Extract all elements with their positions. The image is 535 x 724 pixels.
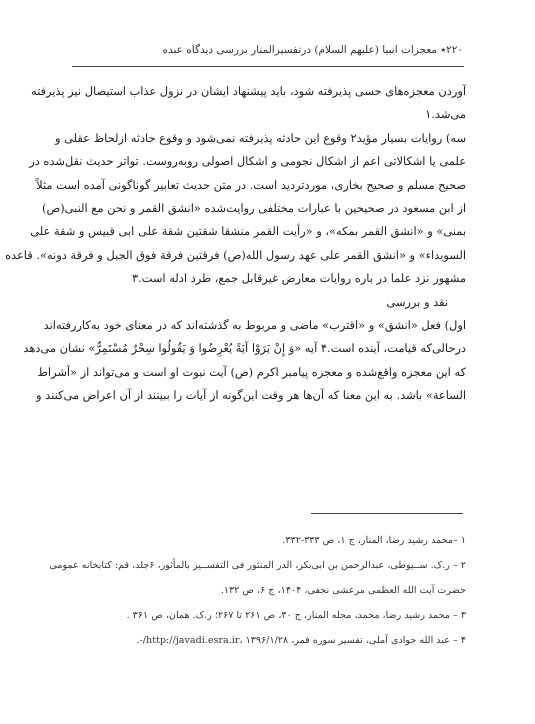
footnote: ۳ – محمد رشید رضا، محمد، مجله المنار، ج ۳۰، ص ۲۶۱ تا ۲۶۷؛ ر.ک. همان، ص ۳۶۱ . (126, 610, 466, 621)
footnote: ۲ – ر.ک. ســیوطی، عبدالرحمن بن ابی‌بکر، الدر المنثور فی التفســیر بالمأثور، ۶جلد، قم: کتابخانه عمومی (49, 560, 466, 571)
footnote: ۴ – عبد الله جوادی آملی، تفسیر سوره قمر، ۱۳۹۶/۱/۲۸ ،http://javadi.esra.ir/-. (136, 635, 466, 646)
paragraph-line: الساعة» باشد. به این معنا که آن‌ها هر وقت این‌گونه از آیات را ببینند از آن اعراض می‌کنند و (36, 388, 466, 403)
section-heading: نقد و بررسی (386, 294, 448, 309)
paragraph-line: می‌شد.۱ (425, 107, 466, 122)
header-divider (72, 66, 464, 67)
paragraph-line: اول) فعل «انشق» و «اقترب» ماضی و مربوط به گذشته‌اند که در معنای خود به‌کاررفته‌اند (43, 317, 466, 332)
paragraph-line: بمنی» و «انشق القمر بمکه»، و «رأیت القمر منشقا شقتین شقة علی ابی قبیس و شقة علی (30, 224, 466, 239)
paragraph-line: درحالی‌که قیامت، آینده است.۴ آیه «وَ إِنْ یَرَوْا آیَةً یُعْرِضُوا وَ یَقُولُوا سِحْرٌ مُسْتَمِرٌّ» نشان می‌دهد (23, 341, 466, 356)
paragraph-line: مشهور نزد علما در باره روایات معارض غیرقابل جمع، طرد ادله است.۳ (131, 271, 466, 286)
footnote: ۱ –محمد رشید رضا، المنار، ج ۱، ص ۳۳۳-۳۳۲. (282, 535, 466, 546)
paragraph-line: سه) روایات بسیار مؤید۲ وقوع این حادثه پذیرفته نمی‌شود و وقوع حادثه ازلحاظ عقلی و (55, 130, 466, 145)
footnote: حضرت آیت الله العظمی مرعشی نجفی، ۱۴۰۴، ج ۶، ص ۱۳۲. (220, 585, 466, 596)
running-header: ۲۲۰٭ معجزات انبیا (علیهم السلام) درتفسیرالمنار بررسی دیدگاه عبده (162, 44, 463, 56)
body-text (5, 80, 466, 407)
footnotes (49, 528, 466, 653)
paragraph-line: که این معجزه واقع‌شده و معجزه پیامبر اکرم (ص) آیت نبوت او است و می‌تواند از «أشراط (37, 364, 466, 379)
paragraph-line: صحیح مسلم و صحیح بخاری، موردتردید است. در متن حدیث تعابیر گوناگونی آمده است مثلاً (36, 177, 466, 192)
footnote-divider (311, 513, 463, 514)
paragraph-line: از ابن مسعود در صحیحین با عبارات مختلفی روایت‌شده «انشق القمر و نحن مع النبی(ص) (42, 200, 466, 215)
paragraph-line: السویداء» و «انشق القمر علی عهد رسول الله(ص) فرقتین فرقة فوق الجبل و فرقة دونه». قاعده (5, 247, 466, 262)
paragraph-line: علمی یا اشکالاتی اعم از اشکال نجومی و اشکال اصولی روبه‌روست. تواتر حدیث نقل‌شده در (29, 154, 466, 169)
paragraph-line: آوردن معجزه‌های حسی پذیرفته شود، باید پیشنهاد ایشان در نزول عذاب استیصال نیز پذیرفته (30, 84, 466, 98)
